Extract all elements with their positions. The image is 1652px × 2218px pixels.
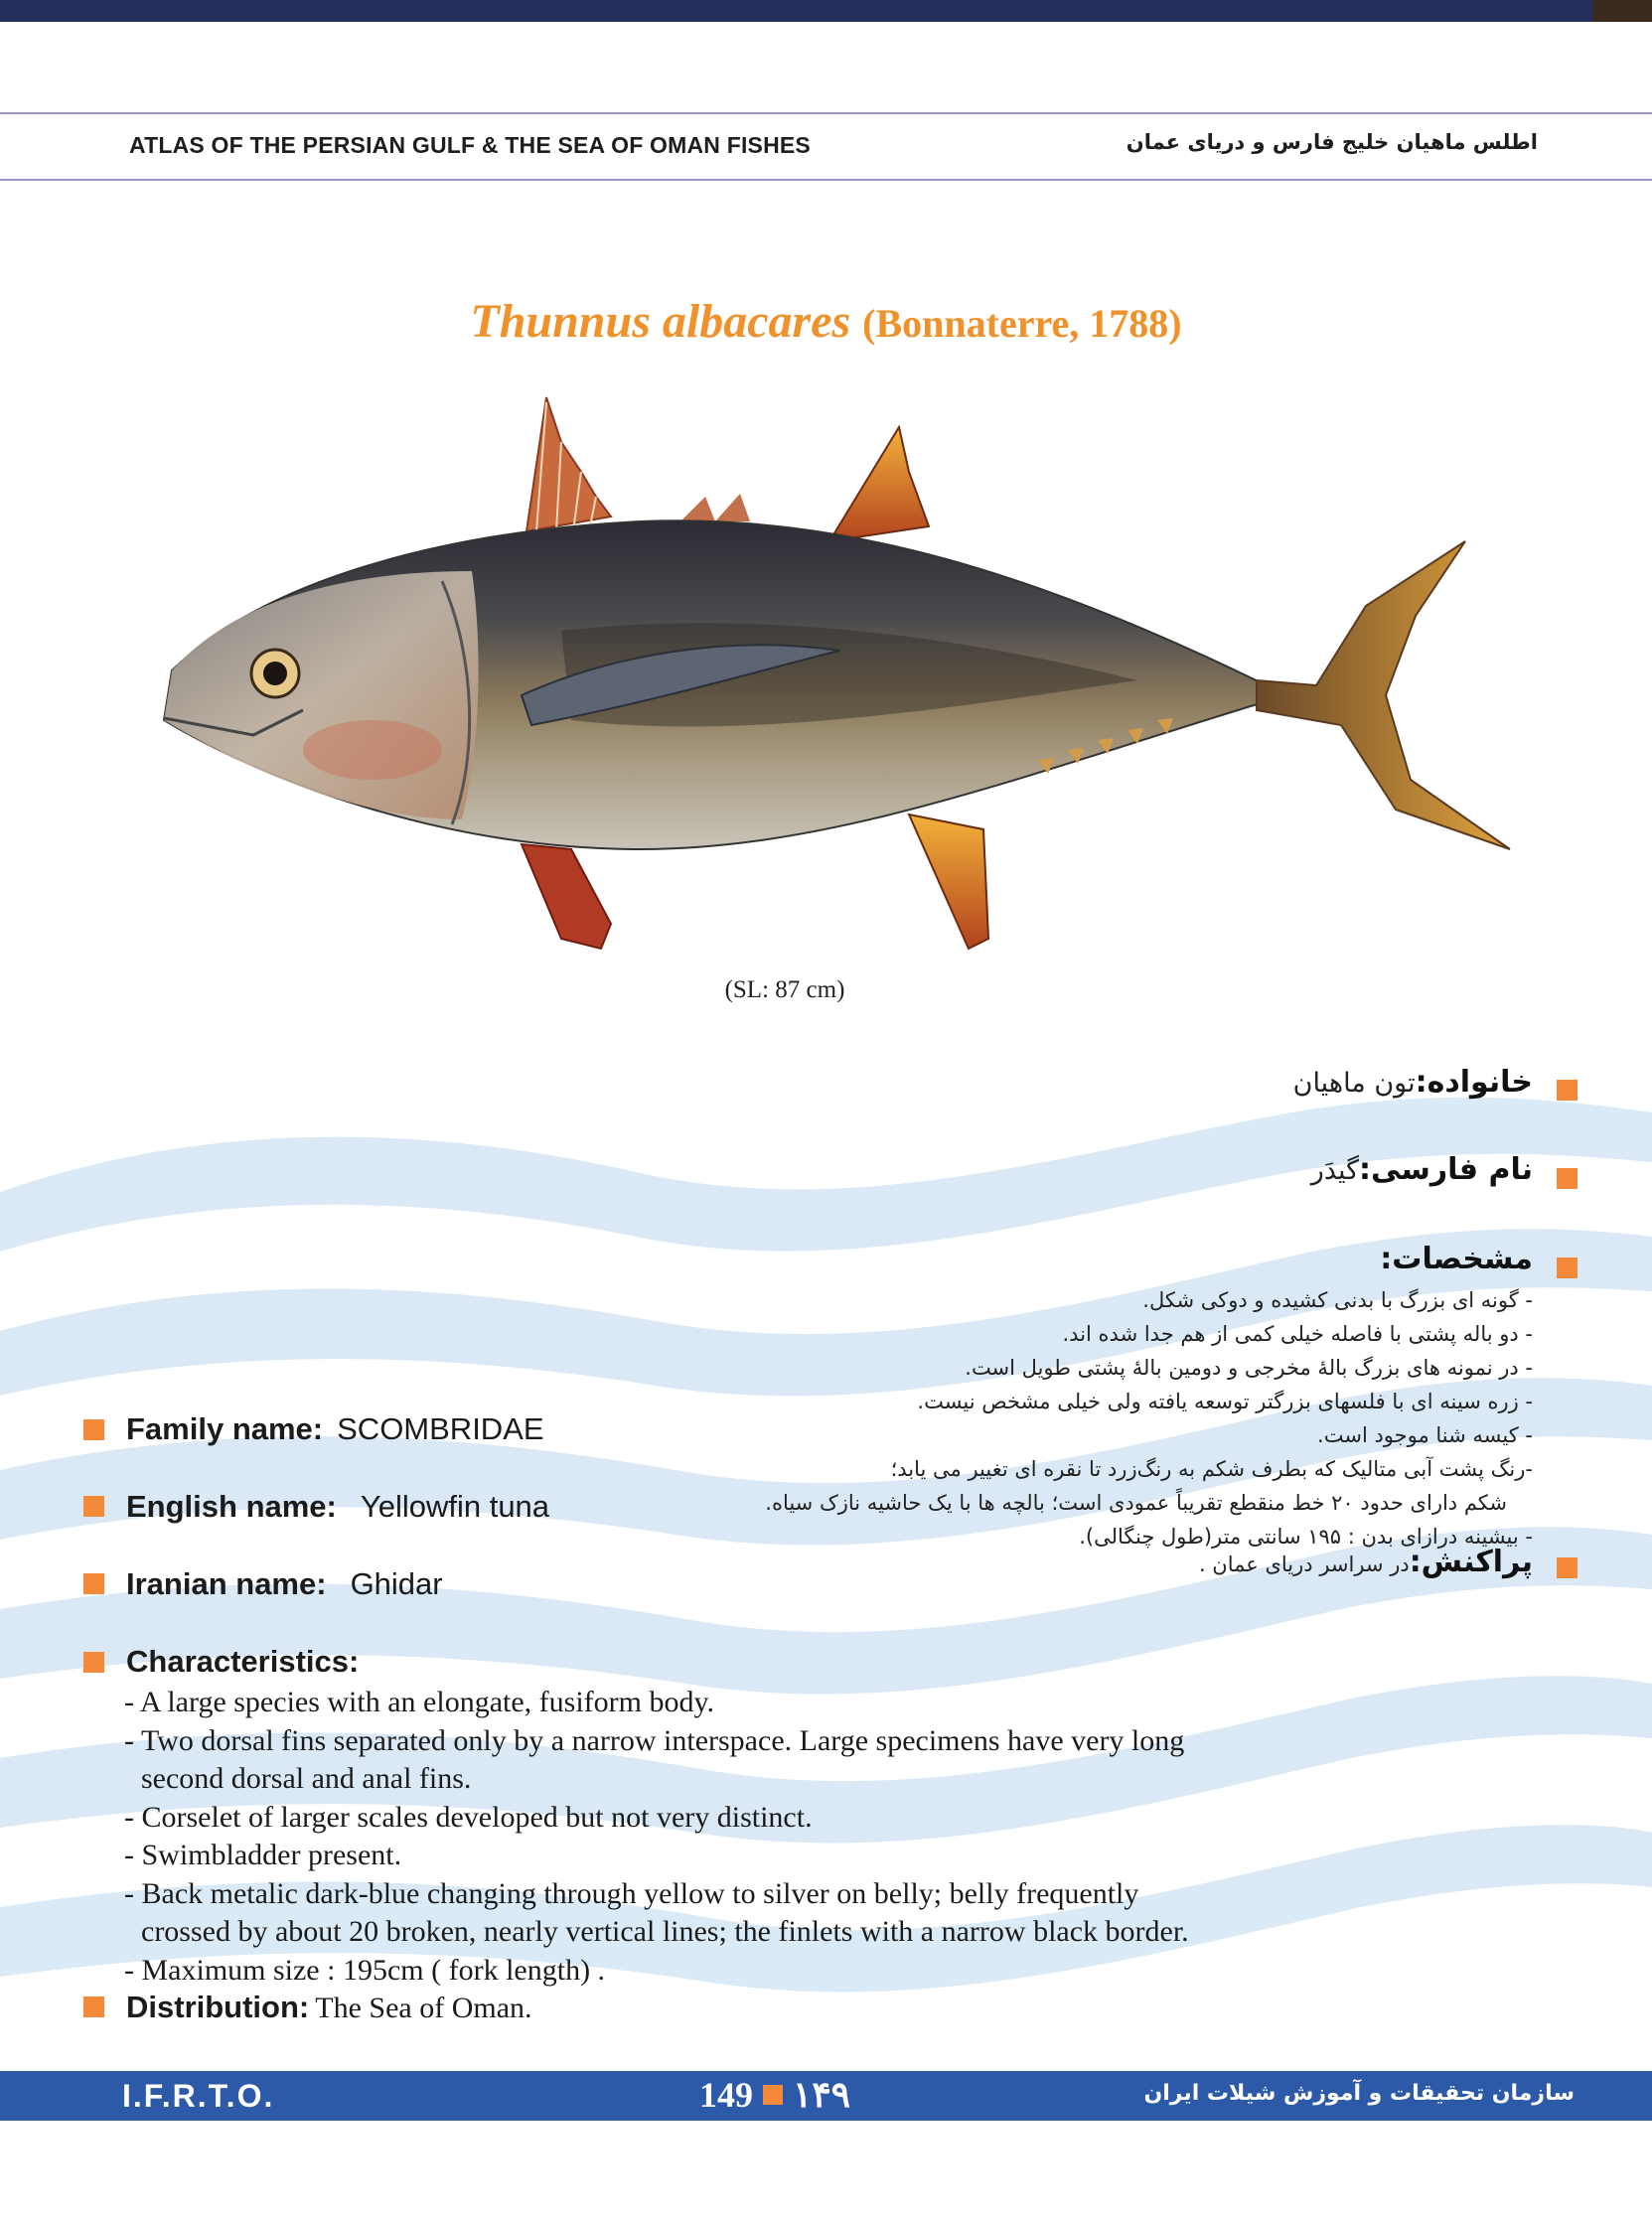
scientific-name: Thunnus albacares <box>470 295 851 348</box>
en-char-line: - Maximum size : 195cm ( fork length) . <box>124 1953 606 1987</box>
en-family-value: SCOMBRIDAE <box>337 1411 544 1446</box>
en-char-line: - Corselet of larger scales developed but not very distinct. <box>124 1800 813 1834</box>
bullet-square <box>1557 1080 1577 1101</box>
header-title-en: ATLAS OF THE PERSIAN GULF & THE SEA OF OMAN FISHES <box>129 132 811 158</box>
fa-char-line: - گونه ای بزرگ با بدنی کشیده و دوکی شکل. <box>1142 1288 1533 1312</box>
en-char-line: second dorsal and anal fins. <box>141 1762 472 1795</box>
fa-char-label: مشخصات: <box>1380 1242 1533 1276</box>
en-english-label: English name: <box>126 1489 337 1524</box>
fa-name-label: نام فارسی: <box>1359 1152 1533 1187</box>
en-char-line: - A large species with an elongate, fusiform body. <box>124 1686 715 1718</box>
fa-char-list <box>539 1283 1533 1553</box>
page-number-en: 149 <box>698 2075 753 2115</box>
page-number-fa: ۱۴۹ <box>792 2075 850 2115</box>
en-char-line: crossed by about 20 broken, nearly vertical lines; the finlets with a narrow black border. <box>141 1915 1189 1948</box>
footer-org-fa: سازمان تحقیقات و آموزش شیلات ایران <box>1143 2081 1575 2106</box>
en-family <box>126 1411 544 1447</box>
header-title-fa: اطلس ماهیان خلیج فارس و دریای عمان <box>1126 130 1538 154</box>
bullet-square <box>763 2085 783 2105</box>
en-english-value: Yellowfin tuna <box>360 1489 550 1524</box>
en-distribution <box>126 1990 532 2025</box>
fa-char-heading <box>1380 1242 1533 1276</box>
bullet-square <box>1557 1257 1577 1278</box>
fa-family-label: خانواده: <box>1415 1065 1533 1100</box>
yellowfin-tuna-illustration <box>144 382 1530 959</box>
header-rule-bottom <box>0 179 1652 181</box>
fa-char-line: - بیشینه درازای بدن : ۱۹۵ سانتی متر(طول چنگالی). <box>1079 1525 1533 1549</box>
bullet-square <box>1557 1168 1577 1189</box>
bullet-square <box>83 1652 104 1673</box>
bullet-square <box>83 1496 104 1517</box>
fa-name-value: گیدَر <box>1310 1155 1359 1186</box>
fa-char-line: - کیسه شنا موجود است. <box>1317 1423 1533 1447</box>
footer-bar <box>0 2071 1652 2121</box>
fa-family-value: تون ماهیان <box>1292 1068 1416 1099</box>
size-caption: (SL: 87 cm) <box>724 976 845 1003</box>
bullet-square <box>1557 1557 1577 1578</box>
page-number <box>676 2074 874 2116</box>
en-char-list <box>124 1684 1189 1990</box>
footer-org-abbrev: I.F.R.T.O. <box>122 2078 275 2114</box>
en-char-line: - Swimbladder present. <box>124 1839 402 1871</box>
en-char-line: - Two dorsal fins separated only by a narrow interspace. Large specimens have very long <box>124 1723 1185 1757</box>
species-authority: (Bonnaterre, 1788) <box>862 301 1182 346</box>
band-edge <box>1592 0 1652 22</box>
fa-family <box>1293 1065 1533 1100</box>
fa-distribution <box>1199 1545 1533 1579</box>
fa-char-line: شکم دارای حدود ۲۰ خط منقطع تقریباً عمودی است؛ بالچه ها با یک حاشیه نازک سیاه. <box>765 1491 1507 1515</box>
en-char-label: Characteristics: <box>126 1644 360 1679</box>
fa-dist-value: در سراسر دریای عمان . <box>1198 1553 1410 1576</box>
header-rule-top <box>0 112 1652 114</box>
en-family-label: Family name: <box>126 1411 324 1446</box>
bullet-square <box>83 1996 104 2017</box>
fa-dist-label: پراکنش: <box>1409 1545 1533 1579</box>
fa-char-line: - زره سینه ای با فلسهای بزرگتر توسعه یافته ولی خیلی مشخص نیست. <box>917 1390 1533 1413</box>
en-iranian-name <box>126 1566 443 1602</box>
fa-char-line: - در نمونه های بزرگ بالهٔ مخرجی و دومین بالهٔ پشتی طویل است. <box>965 1356 1533 1380</box>
bullet-square <box>83 1573 104 1594</box>
fa-name <box>1311 1152 1533 1187</box>
species-title <box>0 294 1652 349</box>
en-iranian-label: Iranian name: <box>126 1566 327 1601</box>
en-char-line: - Back metalic dark-blue changing through yellow to silver on belly; belly frequently <box>124 1876 1139 1910</box>
en-dist-value: The Sea of Oman. <box>315 1992 532 2024</box>
fa-char-line: -رنگ پشت آبی متالیک که بطرف شکم به رنگ‌زرد تا نقره ای تغییر می یابد؛ <box>890 1457 1533 1481</box>
en-english-name <box>126 1489 549 1525</box>
en-iranian-value: Ghidar <box>350 1566 443 1601</box>
bullet-square <box>83 1419 104 1440</box>
en-char-heading <box>126 1644 359 1680</box>
en-dist-label: Distribution: <box>126 1990 310 2024</box>
top-color-band <box>0 0 1652 22</box>
fa-char-line: - دو باله پشتی با فاصله خیلی کمی از هم جدا شده اند. <box>1062 1322 1533 1346</box>
